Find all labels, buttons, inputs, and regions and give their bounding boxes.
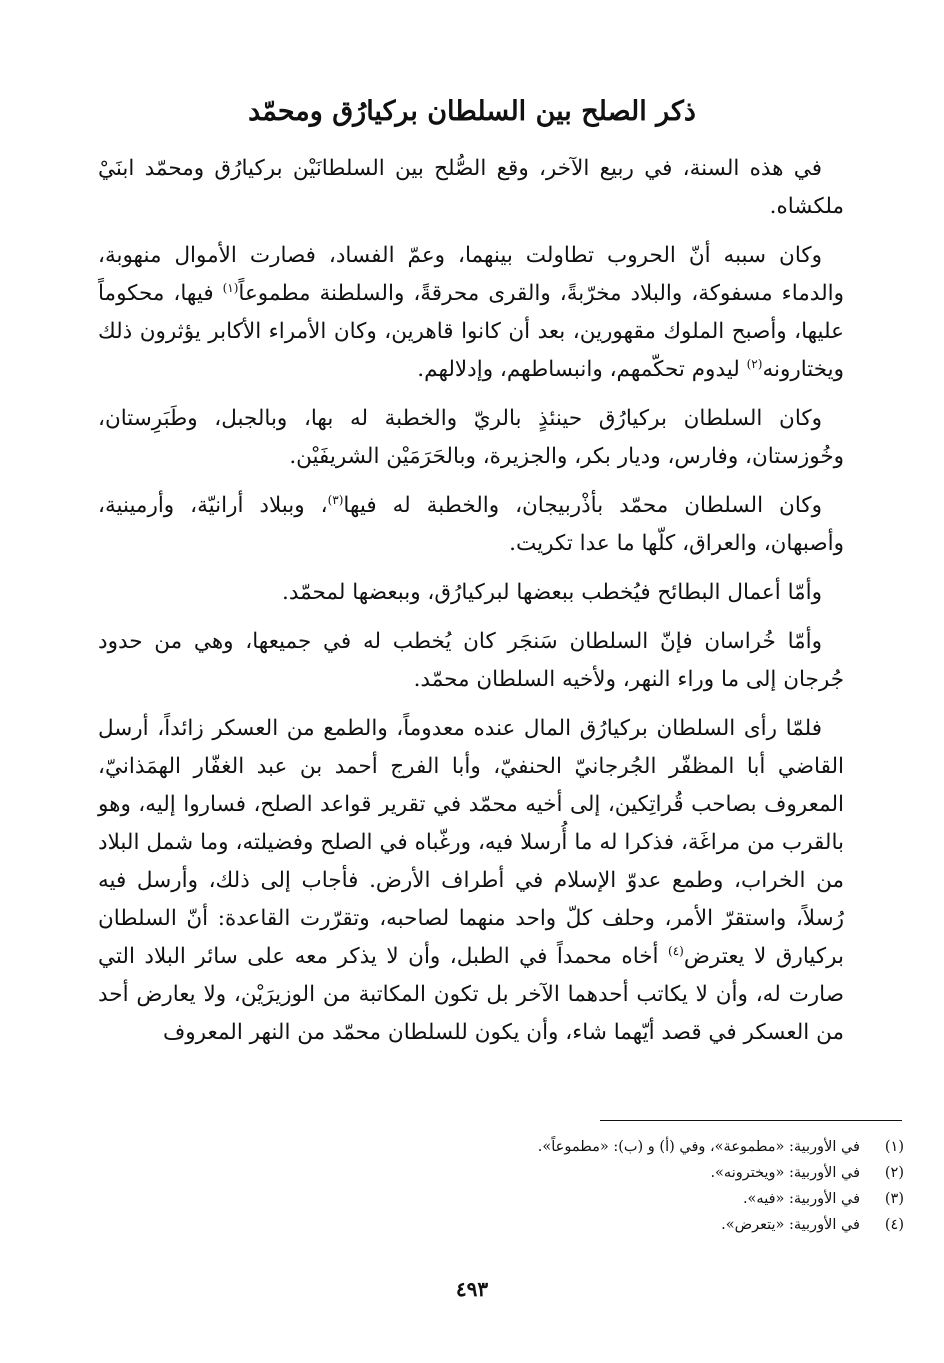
footnote-text: في الأوربية: «يتعرض». xyxy=(721,1217,860,1233)
footnote-mark-1: (١) xyxy=(222,280,239,295)
section-heading: ذكر الصلح بين السلطان بركيارُق ومحمّد xyxy=(248,96,696,127)
footnote-text: في الأوربية: «فيه». xyxy=(742,1191,860,1207)
footnote-2 xyxy=(300,1160,904,1186)
footnote-number: (٢) xyxy=(884,1165,904,1181)
footnote-separator xyxy=(600,1120,902,1121)
footnote-number: (٣) xyxy=(884,1191,904,1207)
footnote-4 xyxy=(300,1212,904,1238)
paragraph-4 xyxy=(98,487,844,563)
footnote-number: (٤) xyxy=(884,1217,904,1233)
paragraph-7-text-a: فلمّا رأى السلطان بركيارُق المال عنده معدوماً، والطمع من العسكر زائداً، أرسل القاضي أبا المظفّر الجُرجانيّ الحنفيّ، وأبا الفرج أحمد بن عبد الغفّار الهمَذانيّ، المعروف بصاحب قُراتِكين، إلى أخيه محمّد في تقرير قواعد الصلح، فساروا إليه، وهو بالقرب من مراغَة، فذكرا له ما أُرسلا فيه، ورغّباه في الصلح وفضيلته، وما شمل البلاد من الخراب، وطمع عدوّ الإسلام في أطراف الأرض. فأجاب إلى ذلك، وأرسل فيه رُسلاً، واستقرّ الأمر، وحلف كلّ واحد منهما لصاحبه، وتقرّرت القاعدة: أنّ السلطان بركيارق لا يعترض xyxy=(98,716,844,969)
footnote-mark-2: (٢) xyxy=(746,356,763,371)
paragraph-2-text-c: ليدوم تحكّمهم، وانبساطهم، وإدلالهم. xyxy=(417,357,747,382)
paragraph-7-text-b: أخاه محمداً في الطبل، وأن لا يذكر معه على سائر البلاد التي صارت له، وأن لا يكاتب أحدهما الآخر بل تكون المكاتبة من الوزيرَيْن، ولا يعارض أحد من العسكر في قصد أيّهما شاء، وأن يكون للسلطان محمّد من النهر المعروف xyxy=(98,944,844,1045)
paragraph-2 xyxy=(98,237,844,389)
paragraph-2-text-a: وكان سببه أنّ الحروب تطاولت بينهما، وعمّ الفساد، فصارت الأموال منهوبة، والدماء مسفوكة، والبلاد مخرّبةً، والقرى محرقةً، والسلطنة مطموعاً xyxy=(98,243,844,306)
footnote-text: في الأوربية: «مطموعة»، وفي (أ) و (ب): «مطموعاً». xyxy=(537,1139,860,1155)
footnote-number: (١) xyxy=(884,1139,904,1155)
footnote-mark-3: (٣) xyxy=(327,492,344,507)
paragraph-4-text-b: ، وببلاد أرانيّة، وأرمينية، وأصبهان، والعراق، كلّها ما عدا تكريت. xyxy=(98,493,844,556)
main-text xyxy=(98,150,844,1063)
paragraph-7 xyxy=(98,710,844,1052)
paragraph-2-text-b: فيها، محكوماً عليها، وأصبح الملوك مقهورين، بعد أن كانوا قاهرين، وكان الأمراء الأكابر يؤثرون ذلك ويختارونه xyxy=(98,281,844,382)
footnote-mark-4: (٤) xyxy=(668,943,684,958)
paragraph-5: وأمّا أعمال البطائح فيُخطب ببعضها لبركيارُق، وببعضها لمحمّد. xyxy=(282,580,822,605)
footnote-3 xyxy=(300,1186,904,1212)
paragraph-3: وكان السلطان بركيارُق حينئذٍ بالريّ والخطبة له بها، وبالجبل، وطَبَرِستان، وخُوزستان، وفارس، وديار بكر، والجزيرة، وبالحَرَمَيْن الشريفَيْن. xyxy=(98,406,844,469)
footnote-1 xyxy=(300,1134,904,1160)
paragraph-4-text-a: وكان السلطان محمّد بأذْربيجان، والخطبة له فيها xyxy=(343,493,822,518)
footnote-text: في الأوربية: «ويخترونه». xyxy=(710,1165,860,1181)
paragraph-6: وأمّا خُراسان فإنّ السلطان سَنجَر كان يُخطب له في جميعها، وهي من حدود جُرجان إلى ما وراء النهر، ولأخيه السلطان محمّد. xyxy=(98,629,844,692)
paragraph-1: في هذه السنة، في ربيع الآخر، وقع الصُّلح بين السلطانَيْن بركيارُق ومحمّد ابنَيْ ملكشاه. xyxy=(98,156,844,219)
footnotes xyxy=(300,1134,904,1238)
page-number: ٤٩٣ xyxy=(455,1277,489,1301)
